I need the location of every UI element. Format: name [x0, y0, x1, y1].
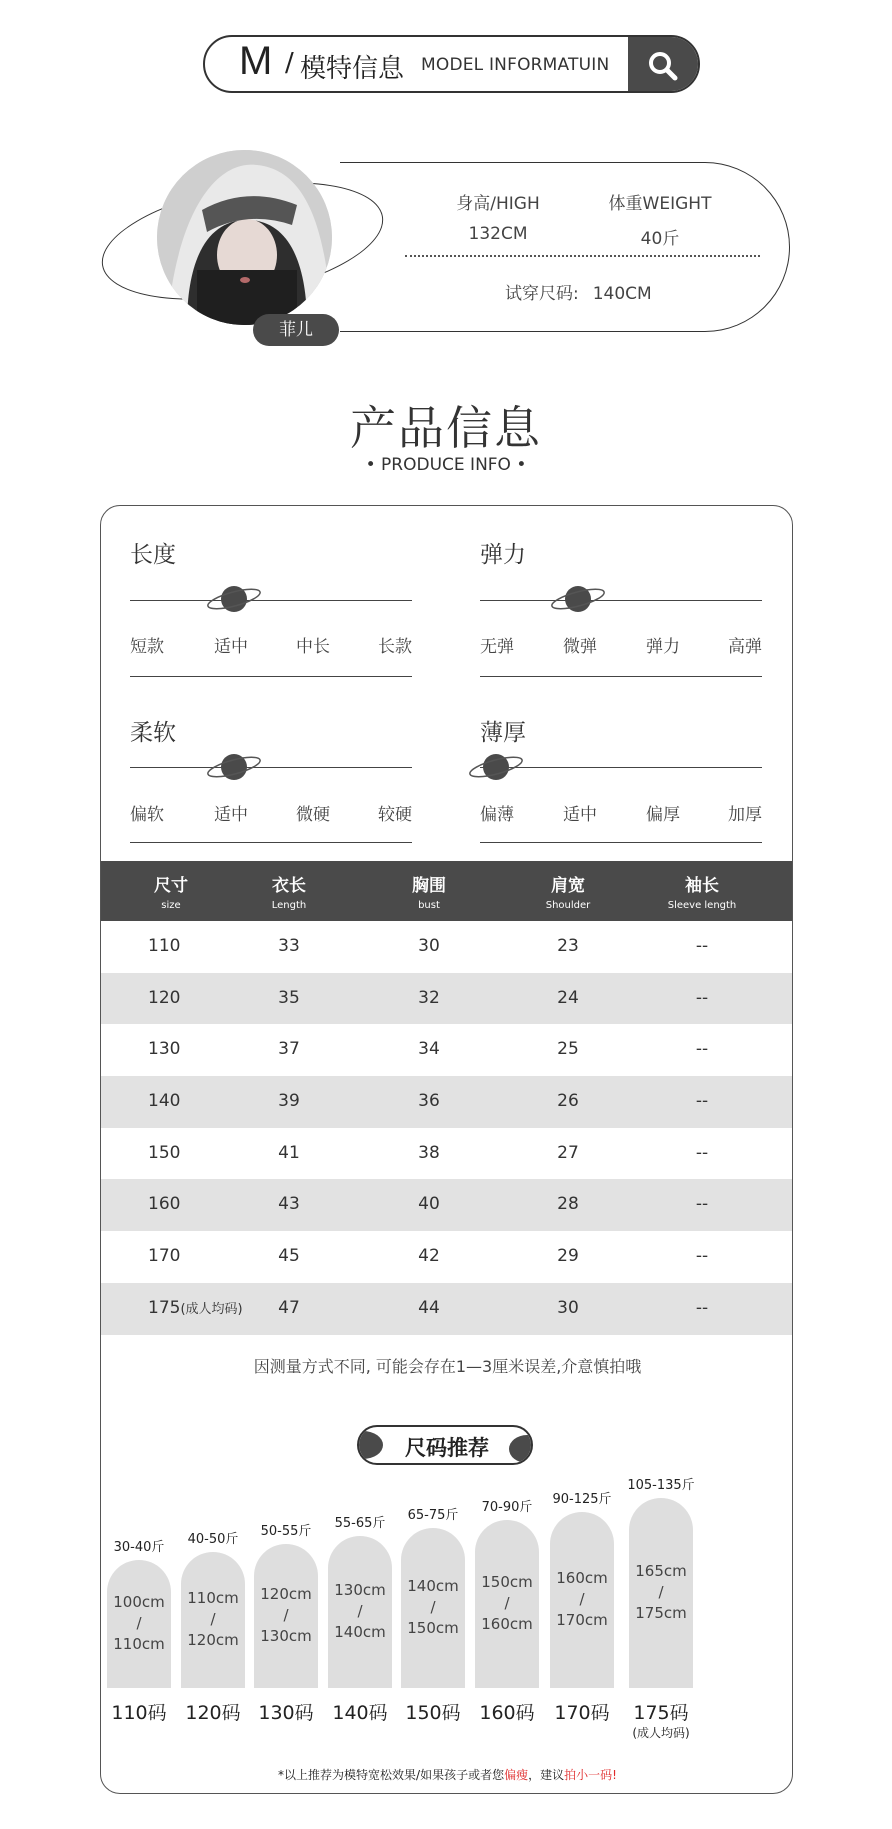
header-shoulder: 肩宽 Shoulder — [545, 876, 591, 911]
cell-size: 140 — [148, 1091, 181, 1112]
cell-shoulder: 29 — [557, 1246, 579, 1267]
attr-thickness — [480, 714, 762, 864]
table-row — [101, 1231, 793, 1283]
cell-shoulder: 27 — [557, 1142, 579, 1163]
cell-shoulder: 26 — [557, 1091, 579, 1112]
attr-option: 偏厚 — [646, 805, 680, 825]
capsule-body — [629, 1498, 693, 1688]
attr-options — [130, 800, 412, 824]
weight-value: 40斤 — [640, 229, 680, 249]
cell-bust: 42 — [418, 1246, 440, 1267]
capsule-size-code: 150码 — [405, 1702, 461, 1724]
attr-softness — [130, 714, 412, 864]
cell-size: 130 — [148, 1039, 181, 1060]
header-size: 尺寸 size — [154, 876, 188, 911]
cell-length: 43 — [278, 1194, 300, 1215]
attr-divider — [480, 676, 762, 677]
size-capsule — [254, 1481, 318, 1724]
capsule-height-sep: / — [579, 1590, 585, 1608]
capsule-height-sep: / — [658, 1583, 664, 1601]
header-title-en: MODEL INFORMATUIN — [421, 55, 610, 75]
cell-size: 160 — [148, 1194, 181, 1215]
recommend-footnote: *以上推荐为模特宽松效果/如果孩子或者您偏瘦，建议拍小一码! — [278, 1768, 617, 1782]
size-capsule — [475, 1481, 539, 1724]
attr-options — [130, 632, 412, 656]
cell-sleeve: -- — [695, 1091, 709, 1112]
cell-bust: 40 — [418, 1194, 440, 1215]
capsule-height-h2: 110cm — [113, 1635, 165, 1653]
capsule-weight: 40-50斤 — [187, 1532, 239, 1547]
capsule-height-sep: / — [357, 1602, 363, 1620]
attr-divider — [130, 676, 412, 677]
cell-length: 37 — [278, 1039, 300, 1060]
attr-option: 适中 — [214, 805, 248, 825]
table-row — [101, 1076, 793, 1128]
header-title-cn: 模特信息 — [300, 54, 405, 84]
weight-label: 体重WEIGHT — [608, 194, 712, 214]
header-bust: 胸围 bust — [412, 876, 446, 911]
capsule-weight: 50-55斤 — [260, 1524, 312, 1539]
cell-bust: 38 — [418, 1142, 440, 1163]
table-row — [101, 1128, 793, 1180]
table-row — [101, 1024, 793, 1076]
attr-length — [130, 536, 412, 686]
capsule-height-h2: 160cm — [481, 1615, 533, 1633]
capsule-size-code: 140码 — [332, 1702, 388, 1724]
planet-marker-icon — [204, 582, 264, 616]
capsule-height-h1: 100cm — [113, 1593, 165, 1611]
capsule-height-h1: 160cm — [556, 1569, 608, 1587]
size-recommend-capsules — [101, 1478, 793, 1771]
attr-elasticity — [480, 536, 762, 686]
cell-length: 35 — [278, 987, 300, 1008]
attr-option: 适中 — [563, 805, 597, 825]
capsule-weight: 105-135斤 — [627, 1478, 695, 1493]
capsule-height-sep: / — [430, 1598, 436, 1616]
dotted-divider — [405, 255, 760, 257]
attr-title: 长度 — [130, 542, 176, 568]
attr-option: 高弹 — [728, 637, 762, 657]
attr-option: 较硬 — [378, 805, 412, 825]
capsule-height-h2: 140cm — [334, 1623, 386, 1641]
cell-shoulder: 24 — [557, 987, 579, 1008]
cell-bust: 34 — [418, 1039, 440, 1060]
capsule-size-code: 130码 — [258, 1702, 314, 1724]
capsule-body — [328, 1536, 392, 1688]
attr-option: 微弹 — [563, 637, 597, 657]
planet-marker-icon — [466, 750, 526, 784]
search-button[interactable] — [628, 37, 698, 91]
cell-sleeve: -- — [695, 1142, 709, 1163]
table-row — [101, 1179, 793, 1231]
size-capsule — [107, 1481, 171, 1724]
size-recommend-badge — [357, 1425, 533, 1465]
cell-size: 110 — [148, 936, 181, 956]
model-name-tag: 菲儿 — [253, 314, 339, 346]
capsule-height-h2: 120cm — [187, 1631, 239, 1649]
cell-shoulder: 23 — [557, 936, 579, 956]
header-sleeve: 袖长 Sleeve length — [667, 876, 737, 911]
cell-bust: 30 — [418, 936, 440, 956]
table-header — [101, 861, 793, 921]
capsule-height-h1: 150cm — [481, 1573, 533, 1591]
attr-option: 无弹 — [480, 637, 514, 657]
weight-stat — [600, 189, 720, 249]
header-slash: / — [285, 48, 294, 78]
capsule-weight: 30-40斤 — [113, 1540, 165, 1555]
try-size-value: 140CM — [592, 284, 652, 304]
size-table — [101, 861, 793, 1335]
cell-shoulder: 30 — [557, 1297, 579, 1318]
attr-option: 偏软 — [130, 805, 164, 825]
capsule-height-sep: / — [136, 1614, 142, 1632]
attr-options — [480, 632, 762, 656]
capsule-weight: 55-65斤 — [334, 1516, 386, 1531]
attr-track — [130, 767, 412, 768]
capsule-height-sep: / — [210, 1610, 216, 1628]
height-stat — [448, 189, 548, 244]
model-info-header — [203, 35, 700, 93]
capsule-height-sep: / — [283, 1606, 289, 1624]
capsule-height-h2: 130cm — [260, 1627, 312, 1645]
capsule-height-h1: 130cm — [334, 1581, 386, 1599]
cell-length: 39 — [278, 1091, 300, 1112]
size-capsule — [401, 1481, 465, 1724]
measurement-disclaimer: 因测量方式不同, 可能会存在1—3厘米误差,介意慎拍哦 — [253, 1357, 642, 1376]
cell-shoulder: 25 — [557, 1039, 579, 1060]
capsule-size-code: 175码 — [633, 1702, 689, 1724]
size-capsule — [550, 1481, 614, 1724]
capsule-height-h1: 120cm — [260, 1585, 312, 1603]
cell-bust: 32 — [418, 987, 440, 1008]
table-row — [101, 1283, 793, 1335]
cell-bust: 36 — [418, 1091, 440, 1112]
cell-sleeve: -- — [695, 936, 709, 956]
cell-shoulder: 28 — [557, 1194, 579, 1215]
capsule-size-code: 170码 — [554, 1702, 610, 1724]
product-info-title: 产品信息 — [350, 401, 542, 455]
cell-size: 120 — [148, 987, 181, 1008]
attr-divider — [480, 842, 762, 843]
planet-marker-icon — [204, 750, 264, 784]
size-recommend-title: 尺码推荐 — [405, 1436, 489, 1460]
attr-option: 短款 — [130, 637, 164, 657]
size-capsule — [181, 1481, 245, 1724]
attr-option: 长款 — [378, 637, 412, 657]
cell-length: 47 — [278, 1297, 300, 1318]
search-icon — [646, 49, 680, 83]
attr-option: 弹力 — [646, 637, 680, 657]
height-label: 身高/HIGH — [456, 194, 540, 214]
capsule-height-h1: 140cm — [407, 1577, 459, 1595]
cell-size: 170 — [148, 1246, 181, 1267]
capsule-body — [475, 1520, 539, 1688]
attr-option: 加厚 — [728, 805, 762, 825]
cell-sleeve: -- — [695, 1194, 709, 1215]
cell-sleeve: -- — [695, 1039, 709, 1060]
size-capsule — [627, 1478, 695, 1740]
cell-sleeve: -- — [695, 987, 709, 1008]
table-row — [101, 921, 793, 973]
capsule-body — [550, 1512, 614, 1688]
capsule-weight: 70-90斤 — [481, 1500, 533, 1515]
try-size-label: 试穿尺码: — [505, 284, 579, 304]
header-length: 衣长 Length — [271, 876, 307, 911]
attr-title: 弹力 — [480, 542, 526, 568]
attr-option: 中长 — [296, 637, 330, 657]
try-size — [505, 279, 652, 304]
product-info-card — [100, 505, 793, 1794]
capsule-size-code: 110码 — [111, 1702, 167, 1724]
attr-track — [480, 600, 762, 601]
attr-option: 偏薄 — [480, 805, 514, 825]
attr-track — [130, 600, 412, 601]
capsule-height-h2: 150cm — [407, 1619, 459, 1637]
capsule-weight: 90-125斤 — [552, 1492, 612, 1507]
capsule-height-h1: 110cm — [187, 1589, 239, 1607]
table-row — [101, 973, 793, 1025]
attr-option: 适中 — [214, 637, 248, 657]
capsule-body — [401, 1528, 465, 1688]
capsule-size-note: (成人均码) — [632, 1726, 690, 1740]
capsule-height-sep: / — [504, 1594, 510, 1612]
size-capsule — [328, 1481, 392, 1724]
capsule-height-h1: 165cm — [635, 1562, 687, 1580]
attr-title: 柔软 — [130, 720, 176, 746]
capsule-size-code: 120码 — [185, 1702, 241, 1724]
height-value: 132CM — [468, 224, 528, 244]
model-stats-card — [340, 162, 790, 332]
attr-divider — [130, 842, 412, 843]
capsule-body — [107, 1560, 171, 1688]
avatar — [157, 150, 332, 325]
cell-length: 33 — [278, 936, 300, 956]
capsule-height-h2: 175cm — [635, 1604, 687, 1622]
capsule-weight: 65-75斤 — [407, 1508, 459, 1523]
cell-size: 150 — [148, 1142, 181, 1163]
attr-title: 薄厚 — [480, 720, 526, 746]
product-info-subtitle: • PRODUCE INFO • — [365, 455, 527, 475]
cell-length: 45 — [278, 1246, 300, 1267]
capsule-body — [181, 1552, 245, 1688]
capsule-size-code: 160码 — [479, 1702, 535, 1724]
attr-option: 微硬 — [296, 805, 330, 825]
capsule-body — [254, 1544, 318, 1688]
cell-bust: 44 — [418, 1297, 440, 1318]
cell-sleeve: -- — [695, 1246, 709, 1267]
cell-size: 175(成人均码) — [148, 1297, 243, 1318]
planet-marker-icon — [548, 582, 608, 616]
attr-options — [480, 800, 762, 824]
cell-length: 41 — [278, 1142, 300, 1163]
size-letter: M — [239, 39, 273, 83]
capsule-height-h2: 170cm — [556, 1611, 608, 1629]
cell-sleeve: -- — [695, 1297, 709, 1318]
table-body — [101, 921, 793, 1335]
